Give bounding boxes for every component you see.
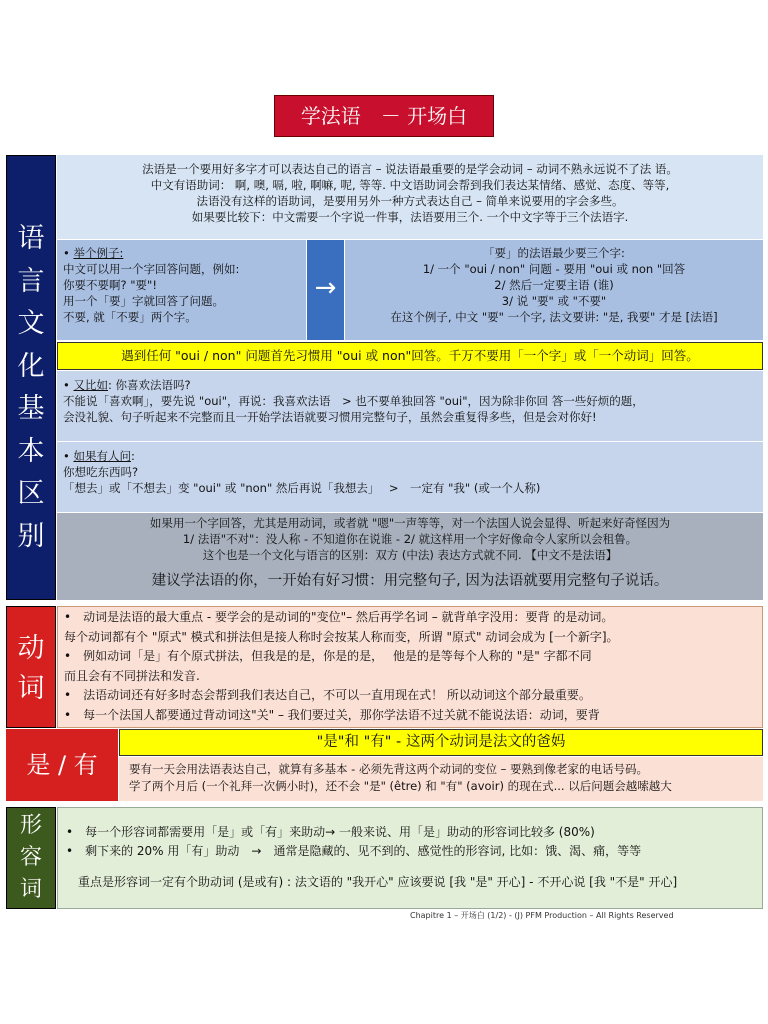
etre-avoir-line: 学了两个月后 (一个礼拜一次俩小时)，还不会 "是" (être) 和 "有" (avoir) 的现在式... 以后问题会越嗦越大 [129,779,672,793]
rule-line: 3/ 说 "要" 或 "不要" [501,294,607,308]
rule-line: 1/ 一个 "oui / non" 问题 - 要用 "oui 或 non "回答 [422,262,686,276]
grey-line: 如果用一个字回答，尤其是用动词，或者就 "嗯"一声等等，对一个法国人说会显得、听起来好奇怪因为 [149,516,671,530]
grey-line: 1/ 法语"不对"：没人称 - 不知道你在说谁 - 2/ 就这样用一个字好像命令人家所以会租鲁。 [182,532,638,546]
example2-line: 会没礼貌、句子听起来不完整而且一开始学法语就要习惯用完整句子，虽然会重复得多些，但是会对你好! [63,410,597,424]
page-title: 学法语 － 开场白 [274,95,494,137]
example3-heading: 如果有人问 [73,449,131,463]
example2-line: 不能说「喜欢啊」，要先说 "oui"，再说：我喜欢法语 > 也不要单独回答 "oui"，因为除非你回 答一些好烦的题， [63,394,644,408]
intro-line: 法语没有这样的语助词，是要用另外一种方式表达自己 – 简单来说要用的字会多些。 [196,194,624,208]
verb-bullet-0: • [64,610,84,624]
advice-text: 建议学法语的你，一开始有好习惯：用完整句子, 因为法语就要用完整句子说话。 [151,573,669,589]
example2-heading: 又比如 [73,378,108,392]
arrow-right-icon: → [307,240,344,340]
footer-text: Chapitre 1 – 开场白 (1/2) - (J) PFM Production – All Rights Reserved [410,911,674,920]
example-box: • 举个例子: 中文可以用一个字回答问题，例如: 你要不要啊? "要"! 用一个「要」字就回答了问题。 不要, 就「不要」两个字。 [57,240,306,340]
etre-avoir-heading: "是"和 "有" - 这两个动词是法文的爸妈 [119,729,763,756]
adjectives-side-label: 形 容 词 [6,807,56,909]
grey-line: 这个也是一个文化与语言的区别：双方 (中法) 表达方式就不同. 【中文不是法语】 [202,548,618,562]
culture-side-label: 语 言 文 化 基 本 区 别 [6,155,56,600]
rule-line: 「要」的法语最少要三个字: [483,246,625,260]
verb-bullet-5: • [64,707,84,722]
example-line: 不要, 就「不要」两个字。 [63,310,197,324]
culture-intro [57,155,763,239]
verb-line: • 法语动词还有好多时态会帮到我们表达自己，不可以一直用现在式！ 所以动词这个部分最重要。 [64,688,591,702]
adjective-note: 重点是形容词一定有个助动词 (是或有) : 法文语的 "我开心" 应该要说 [我 "是" 开心] - 不开心说 [我 "不是" 开心] [78,875,678,889]
example-line: 你要不要啊? "要"! [63,278,157,292]
example3-box: • 如果有人问: 你想吃东西吗? 「想去」或「不想去」变 "oui" 或 "non" 然后再说「我想去」 > 一定有 "我" (或一个人称) [57,442,763,512]
example-line: 用一个「要」字就回答了问题。 [63,294,224,308]
etre-avoir-box [119,757,763,801]
highlight-banner: 遇到任何 "oui / non" 问题首先习惯用 "oui 或 non"回答。千万不要用「一个字」或「一个动词」回答。 [57,342,763,370]
verb-bullet-2: • [64,649,84,663]
adjectives-box [57,807,763,909]
rule-box [345,240,763,340]
intro-line: 如果要比较下：中文需要一个字说一件事，法语要用三个. 一个中文字等于三个法语字. [191,210,629,224]
intro-line: 中文有语助词： 啊, 噢, 嗝, 啦, 啊嘛, 呢, 等等. 中文语助词会帮到我们表达某情绪、感觉、态度、等等, [150,178,670,192]
verb-line: 每个动词都有个 "原式" 模式和拼法但是接人称时会按某人称而变，所谓 "原式" 动词会成为 [一个新字]。 [64,629,619,644]
intro-line: 法语是一个要用好多字才可以表达自己的语言 – 说法语最重要的是学会动词 – 动词不熟永远说不了法 语。 [142,162,678,176]
example2-box: • 又比如: 你喜欢法语吗? 不能说「喜欢啊」，要先说 "oui"，再说：我喜欢法语 > 也不要单独回答 "oui"，因为除非你回 答一些好烦的题， 会没礼貌、句子听起来不完整而且一开始学法语就要习惯用完整句子，虽然会重复得多些，但是会对你好! [57,371,763,441]
example-heading: 举个例子: [73,246,124,260]
etre-avoir-side-label: 是 / 有 [6,729,118,801]
grey-note-box [57,513,763,600]
verbs-side-label: 动 词 [6,606,56,728]
verb-line: • 例如动词「是」有个原式拼法，但我是的是，你是的是， 他是的是等每个人称的 "是" 字都不同 [64,649,592,663]
example-line: 中文可以用一个字回答问题，例如: [63,262,240,276]
verb-bullet-4: • [64,688,84,702]
adjective-line: • 每一个形容词都需要用「是」或「有」来助动→ 一般来说、用「是」助动的形容词比较多 (80%) [66,825,595,839]
verb-line: 而且会有不同拼法和发音. [64,668,200,683]
rule-line: 在这个例子, 中文 "要" 一个字, 法文要讲: "是, 我要" 才是 [法语] [390,310,718,324]
example2-question: : 你喜欢法语吗? [107,378,191,392]
example3-line: 你想吃东西吗? [63,465,139,479]
adjective-line: • 剩下来的 20% 用「有」助动 → 通常是隐藏的、见不到的、感觉性的形容词, 比如：饿、渴、痛，等等 [66,844,642,858]
verb-line: • 每一个法国人都要通过背动词这"关" – 我们要过关，那你学法语不过关就不能说法语：动词，要背 [64,707,600,722]
rule-line: 2/ 然后一定要主语 (谁) [494,278,614,292]
etre-avoir-line: 要有一天会用法语表达自己，就算有多基本 - 必须先背这两个动词的变位 – 要熟到像老家的电话号码。 [129,762,649,776]
verbs-box [57,606,763,728]
example3-line: 「想去」或「不想去」变 "oui" 或 "non" 然后再说「我想去」 > 一定有 "我" (或一个人称) [63,481,541,495]
verb-line: • 动词是法语的最大重点 - 要学会的是动词的"变位"– 然后再学名词 – 就背单字没用：要背 的是动词。 [64,610,614,624]
